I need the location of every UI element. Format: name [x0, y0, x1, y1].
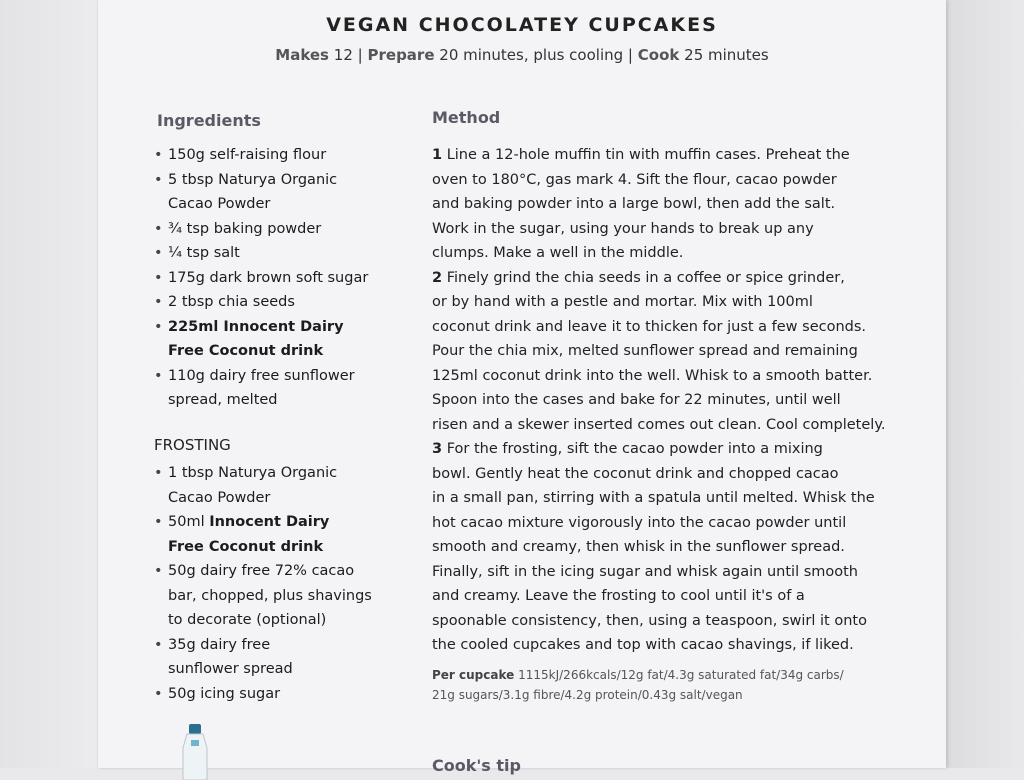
ingredient-item: • 5 tbsp Naturya Organic Cacao Powder	[154, 168, 384, 217]
frosting-item: • 35g dairy free sunflower spread	[154, 633, 384, 682]
nutrition-line: 1115kJ/266kcals/12g fat/4.3g saturated fat/34g carbs/	[514, 668, 844, 682]
ingredient-item: • 2 tbsp chia seeds	[154, 290, 384, 315]
method-heading: Method	[432, 108, 501, 127]
frosting-heading: FROSTING	[154, 436, 231, 454]
ingredient-item: • 175g dark brown soft sugar	[154, 266, 384, 291]
recipe-card	[98, 0, 946, 775]
ingredient-item: • 225ml Innocent Dairy Free Coconut drink	[154, 315, 384, 364]
method-line: 125ml coconut drink into the well. Whisk to a smooth batter.	[432, 367, 873, 384]
method-line: hot cacao mixture vigorously into the cacao powder until	[432, 514, 847, 531]
method-line: 1 Line a 12-hole muffin tin with muffin cases. Preheat the	[432, 147, 850, 163]
method-line: clumps. Make a well in the middle.	[432, 245, 684, 261]
method-line: Work in the sugar, using your hands to break up any	[432, 220, 814, 237]
method-line: 2 Finely grind the chia seeds in a coffee or spice grinder,	[432, 269, 845, 286]
method-line: Pour the chia mix, melted sunflower spread and remaining	[432, 343, 858, 359]
method-line: Finally, sift in the icing sugar and whisk again until smooth	[432, 563, 859, 580]
recipe-title: VEGAN CHOCOLATEY CUPCAKES	[326, 14, 718, 36]
makes-label: Makes	[275, 46, 329, 64]
frosting-item: • 50g dairy free 72% cacao bar, chopped, plus shavings to decorate (optional)	[154, 559, 384, 633]
method-line: spoonable consistency, then, using a teaspoon, swirl it onto	[432, 612, 867, 629]
frosting-list	[154, 461, 384, 706]
ingredient-item: • 150g self-raising flour	[154, 143, 384, 168]
prepare-value: 20 minutes, plus cooling	[439, 46, 624, 64]
method-text	[432, 143, 892, 658]
method-line: risen and a skewer inserted comes out clean. Cool completely.	[432, 416, 886, 433]
ingredients-heading: Ingredients	[157, 111, 261, 130]
background-left	[0, 0, 98, 768]
recipe-summary	[98, 46, 946, 64]
frosting-item: • 1 tbsp Naturya Organic Cacao Powder	[154, 461, 384, 510]
ingredient-item: • 110g dairy free sunflower spread, melted	[154, 364, 384, 413]
method-line: the cooled cupcakes and top with cacao shavings, if liked.	[432, 637, 854, 653]
separator: |	[627, 46, 633, 64]
nutrition-info	[432, 665, 892, 705]
method-line: and creamy. Leave the frosting to cool until it's of a	[432, 588, 805, 604]
method-line: bowl. Gently heat the coconut drink and chopped cacao	[432, 465, 839, 482]
ingredient-item: • ¾ tsp baking powder	[154, 217, 384, 242]
method-line: oven to 180°C, gas mark 4. Sift the flour, cacao powder	[432, 171, 837, 188]
nutrition-line: 21g sugars/3.1g fibre/4.2g protein/0.43g salt/vegan	[432, 688, 743, 702]
method-line: smooth and creamy, then whisk in the sunflower spread.	[432, 539, 845, 555]
cooks-tip-heading: Cook's tip	[432, 756, 521, 775]
coconut-drink-bottle-icon	[176, 720, 216, 780]
cook-value: 25 minutes	[684, 46, 769, 64]
method-line: Spoon into the cases and bake for 22 minutes, until well	[432, 392, 841, 408]
prepare-label: Prepare	[367, 46, 435, 64]
method-line: coconut drink and leave it to thicken for just a few seconds.	[432, 318, 867, 335]
method-line: or by hand with a pestle and mortar. Mix with 100ml	[432, 294, 813, 310]
ingredient-item: • ¼ tsp salt	[154, 241, 384, 266]
frosting-item: • 50g icing sugar	[154, 682, 384, 707]
separator: |	[357, 46, 363, 64]
frosting-item: • 50ml Innocent Dairy Free Coconut drink	[154, 510, 384, 559]
method-line: in a small pan, stirring with a spatula until melted. Whisk the	[432, 490, 875, 506]
ingredients-list	[154, 143, 384, 413]
background-right	[946, 0, 1024, 768]
method-line: and baking powder into a large bowl, then add the salt.	[432, 196, 836, 212]
nutrition-label: Per cupcake	[432, 668, 515, 682]
cook-label: Cook	[637, 46, 680, 64]
makes-value: 12	[333, 46, 353, 64]
method-line: 3 For the frosting, sift the cacao powder into a mixing	[432, 441, 823, 457]
